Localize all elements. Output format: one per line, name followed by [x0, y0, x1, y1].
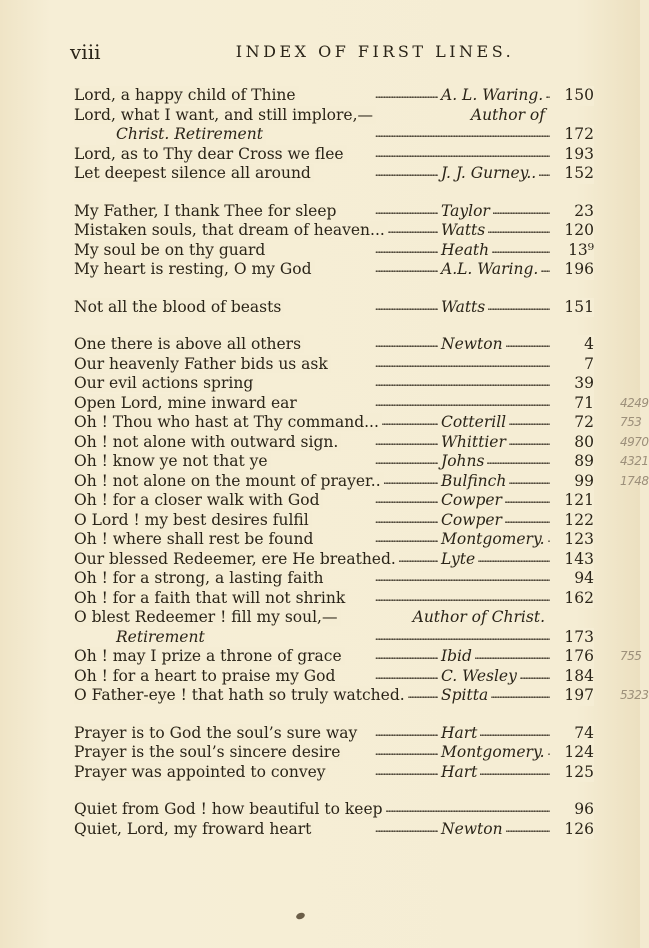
index-entry	[74, 550, 594, 570]
author-name: Cowper	[438, 491, 505, 511]
index-entry	[74, 724, 594, 744]
author-name: Montgomery.	[438, 530, 548, 550]
page-reference: 122	[550, 511, 594, 531]
author-name: Spitta	[438, 686, 491, 706]
page-reference: 126	[550, 820, 594, 840]
page-reference: 151	[550, 298, 594, 318]
page-reference: 80	[550, 433, 594, 453]
first-line: O Lord ! my best desires fulfil	[74, 511, 312, 529]
index-entry	[74, 471, 649, 492]
first-line: Oh ! for a heart to praise my God	[74, 667, 338, 685]
author-name: C. Wesley	[438, 667, 520, 687]
index-entry	[74, 241, 594, 261]
index-entry	[74, 820, 594, 840]
first-line: Quiet, Lord, my froward heart	[74, 820, 314, 838]
author-name: Lyte	[438, 550, 478, 570]
author-name: Hart	[438, 724, 480, 744]
author-name: A. L. Waring.	[438, 86, 546, 106]
author-name: Bulfinch	[438, 472, 509, 492]
index-entry	[74, 298, 594, 318]
page-header	[70, 40, 590, 66]
index-entry	[74, 686, 649, 706]
page-reference: 193	[550, 145, 594, 165]
first-line: Oh ! may I prize a throne of grace	[74, 647, 345, 665]
ink-spot	[295, 912, 306, 921]
first-line: Oh ! where shall rest be found	[74, 530, 316, 548]
first-line: My heart is resting, O my God	[74, 260, 315, 278]
page-reference: 99	[550, 472, 594, 492]
handwritten-note: 4321	[620, 454, 649, 468]
first-line: Our blessed Redeemer, ere He breathed.	[74, 550, 399, 568]
first-line: Prayer was appointed to convey	[74, 763, 329, 781]
page-reference: 4	[550, 335, 594, 355]
index-group	[74, 202, 594, 280]
index-group	[74, 800, 594, 839]
index-entry	[74, 511, 594, 531]
first-line: Oh ! Thou who hast at Thy command...	[74, 413, 382, 431]
index-group	[74, 298, 594, 318]
author-name: A.L. Waring.	[438, 260, 541, 280]
index-entry	[74, 202, 594, 222]
page-reference: 7	[550, 355, 594, 375]
index-entry	[74, 452, 649, 472]
first-line: Prayer is to God the soul’s sure way	[74, 724, 360, 742]
first-line: One there is above all others	[74, 335, 304, 353]
index-group	[74, 724, 594, 783]
index-group	[74, 335, 649, 706]
first-line: Oh ! for a faith that will not shrink	[74, 589, 348, 607]
page-reference: 120	[550, 221, 594, 241]
page-reference: 121	[550, 491, 594, 511]
author-name: Newton	[438, 820, 506, 840]
first-line: Oh ! not alone with outward sign.	[74, 433, 341, 451]
handwritten-note: 753	[620, 415, 642, 429]
first-line: Lord, a happy child of Thine	[74, 86, 299, 104]
first-line-continuation: Retirement	[116, 628, 208, 648]
author-name: Author of	[468, 106, 548, 126]
index-entry	[74, 569, 594, 589]
page-reference: 13⁹	[550, 241, 594, 261]
page-reference: 196	[550, 260, 594, 280]
first-line: Prayer is the soul’s sincere desire	[74, 743, 343, 761]
handwritten-note: 1748	[620, 473, 649, 488]
index-entry	[74, 260, 594, 280]
author-name: J. J. Gurney..	[438, 164, 539, 184]
index-entry	[74, 667, 594, 687]
handwritten-note: 755	[620, 649, 642, 663]
author-name: Cowper	[438, 511, 505, 531]
author-name: Ibid	[438, 647, 475, 667]
index-entry	[74, 530, 594, 550]
author-name: Johns	[438, 452, 487, 472]
index-entry	[74, 432, 649, 453]
first-line: Open Lord, mine inward ear	[74, 394, 300, 412]
author-name: Hart	[438, 763, 480, 783]
first-line: O Father-eye ! that hath so truly watched.	[74, 686, 408, 704]
first-line: My soul be on thy guard	[74, 241, 268, 259]
author-name: Whittier	[438, 433, 509, 453]
index-entry	[74, 145, 594, 165]
author-name: Author of Christ.	[410, 608, 548, 628]
first-line: Lord, what I want, and still implore,—	[74, 106, 376, 124]
handwritten-note: 4249	[620, 395, 649, 410]
page-reference: 197	[550, 686, 594, 706]
author-name: Watts	[438, 221, 488, 241]
index-group	[74, 86, 594, 184]
first-line: My Father, I thank Thee for sleep	[74, 202, 339, 220]
index-entry	[74, 743, 594, 763]
page-number: viii	[70, 40, 101, 64]
page-reference: 123	[550, 530, 594, 550]
page-reference: 172	[550, 125, 594, 145]
index-entry	[74, 355, 594, 375]
index-of-first-lines	[74, 86, 649, 857]
page-reference: 23	[550, 202, 594, 222]
page-reference: 125	[550, 763, 594, 783]
index-entry	[74, 374, 594, 394]
first-line-continuation: Christ. Retirement	[116, 125, 266, 145]
index-entry	[74, 800, 594, 820]
page-reference: 184	[550, 667, 594, 687]
author-name: Taylor	[438, 202, 493, 222]
index-entry	[74, 763, 594, 783]
index-entry	[74, 393, 649, 414]
index-entry	[74, 589, 594, 609]
page-reference: 71	[550, 394, 594, 414]
index-entry-continuation	[74, 628, 594, 648]
author-name: Watts	[438, 298, 488, 318]
page-reference: 176	[550, 647, 594, 667]
first-line: Mistaken souls, that dream of heaven...	[74, 221, 388, 239]
handwritten-note: 5323	[620, 688, 649, 702]
index-entry	[74, 491, 594, 511]
page-reference: 173	[550, 628, 594, 648]
first-line: Our heavenly Father bids us ask	[74, 355, 331, 373]
index-entry-continuation	[74, 125, 594, 145]
first-line: Oh ! for a closer walk with God	[74, 491, 323, 509]
first-line: Let deepest silence all around	[74, 164, 314, 182]
page-reference: 39	[550, 374, 594, 394]
author-name: Heath	[438, 241, 492, 261]
first-line: Quiet from God ! how beautiful to keep	[74, 800, 386, 818]
page-reference: 143	[550, 550, 594, 570]
index-entry	[74, 221, 594, 241]
author-name: Cotterill	[438, 413, 509, 433]
page-reference: 150	[550, 86, 594, 106]
page-reference: 74	[550, 724, 594, 744]
first-line: Lord, as to Thy dear Cross we flee	[74, 145, 347, 163]
index-entry	[74, 106, 594, 126]
page-reference: 124	[550, 743, 594, 763]
page-reference: 94	[550, 569, 594, 589]
index-entry	[74, 164, 594, 184]
first-line: Not all the blood of beasts	[74, 298, 284, 316]
page-reference: 96	[550, 800, 594, 820]
first-line: Oh ! not alone on the mount of prayer..	[74, 472, 384, 490]
index-entry	[74, 413, 642, 433]
first-line: O blest Redeemer ! fill my soul,—	[74, 608, 341, 626]
running-title: INDEX OF FIRST LINES.	[235, 42, 515, 61]
page-reference: 72	[550, 413, 594, 433]
handwritten-note: 4970	[620, 434, 649, 449]
index-entry	[74, 608, 594, 628]
index-entry	[74, 647, 642, 667]
first-line: Oh ! for a strong, a lasting faith	[74, 569, 327, 587]
author-name: Montgomery.	[438, 743, 548, 763]
index-entry	[74, 335, 594, 355]
page-reference: 162	[550, 589, 594, 609]
page-reference: 152	[550, 164, 594, 184]
first-line: Oh ! know ye not that ye	[74, 452, 271, 470]
page-reference: 89	[550, 452, 594, 472]
author-name: Newton	[438, 335, 506, 355]
index-entry	[74, 86, 594, 106]
first-line: Our evil actions spring	[74, 374, 256, 392]
